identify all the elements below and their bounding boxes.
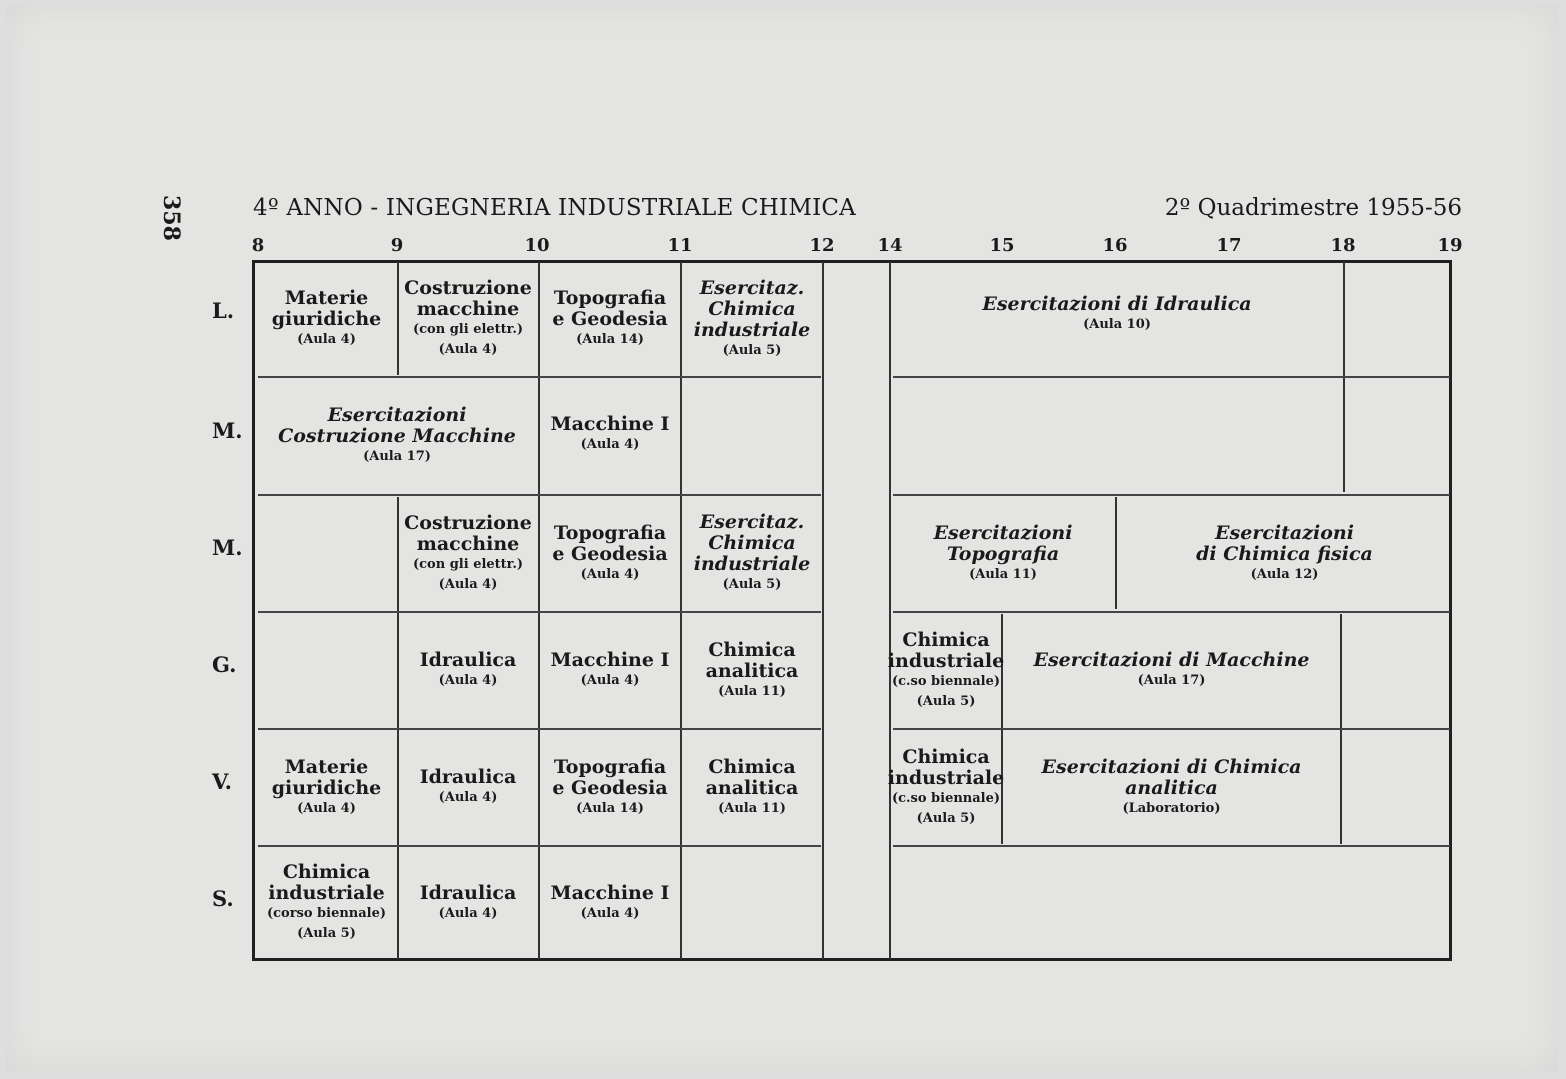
lesson-note: (corso biennale)	[266, 906, 387, 921]
term-label: 2º Quadrimestre 1955-56	[1164, 195, 1462, 221]
grid-line	[893, 845, 1450, 847]
lesson-name: Chimica industriale	[887, 745, 1005, 789]
lesson-name: Macchine I	[550, 649, 670, 671]
lesson-room: (Aula 4)	[297, 800, 356, 816]
lesson-name: Chimica industriale	[268, 861, 385, 904]
lesson-cell	[540, 730, 680, 845]
page-title: 4º ANNO - INGEGNERIA INDUSTRIALE CHIMICA	[253, 195, 856, 221]
hour-label: 8	[251, 235, 265, 256]
lesson-room: (Aula 4)	[580, 566, 640, 582]
lesson-room: (Aula 17)	[363, 448, 431, 464]
lesson-name: Macchine I	[550, 881, 670, 904]
lesson-cell	[540, 377, 680, 491]
lesson-cell	[256, 847, 397, 959]
lesson-cell	[398, 496, 538, 611]
lesson-room: (Aula 5)	[916, 810, 976, 826]
lesson-name: Materie giuridiche	[271, 755, 382, 799]
lesson-room: (Aula 4)	[438, 342, 498, 357]
lesson-cell	[398, 847, 538, 959]
hour-label: 10	[524, 235, 550, 256]
lesson-cell	[1003, 613, 1340, 728]
lesson-room: (Aula 4)	[438, 905, 498, 921]
lesson-cell	[540, 496, 680, 611]
lesson-cell	[891, 496, 1115, 611]
lesson-room: (Aula 5)	[722, 577, 782, 592]
lesson-room: (Aula 11)	[718, 800, 786, 816]
lesson-room: (Aula 17)	[1137, 673, 1206, 688]
lesson-room: (Aula 10)	[1083, 317, 1151, 332]
grid-line	[893, 376, 1450, 378]
lesson-cell	[1003, 730, 1340, 845]
lesson-name: Idraulica	[419, 766, 517, 788]
hour-label: 14	[877, 235, 903, 256]
lesson-name: Chimica analitica	[705, 638, 799, 682]
hour-label: 9	[390, 235, 404, 256]
lesson-name: Macchine I	[550, 412, 670, 435]
lesson-room: (Aula 5)	[297, 926, 356, 941]
lesson-name: Costruzione macchine	[404, 277, 532, 320]
lesson-name: Materie giuridiche	[271, 287, 382, 330]
hour-label: 16	[1102, 235, 1128, 256]
lesson-cell	[398, 262, 538, 376]
day-label-thursday: G.	[212, 652, 237, 677]
lesson-note: (con gli elettr.)	[412, 556, 524, 572]
lesson-cell	[682, 262, 822, 376]
lesson-room: (Aula 5)	[916, 693, 976, 709]
lesson-note: (c.so biennale)	[891, 673, 1001, 689]
day-label-monday: L.	[212, 298, 235, 323]
lesson-name: Topografia e Geodesia	[552, 287, 668, 330]
lesson-room: (Aula 4)	[438, 576, 498, 592]
lesson-name: Esercitazioni Topografia	[933, 521, 1073, 565]
day-label-wednesday: M.	[212, 535, 243, 560]
lesson-name: Esercitazioni Costruzione Macchine	[278, 403, 516, 447]
lesson-cell	[1117, 496, 1452, 611]
lesson-note: (con gli elettr.)	[412, 322, 524, 337]
hour-label: 12	[809, 235, 835, 256]
hour-label: 15	[989, 235, 1015, 256]
page-number: 358	[158, 195, 184, 241]
lesson-name: Esercitazioni di Chimica analitica	[1041, 755, 1302, 799]
lesson-name: Chimica analitica	[705, 755, 799, 799]
grid-line	[822, 262, 824, 959]
lesson-name: Esercitaz. Chimica industriale	[693, 511, 811, 575]
lesson-room: (Laboratorio)	[1122, 800, 1221, 816]
lesson-room: (Aula 4)	[297, 332, 356, 347]
lesson-name: Topografia e Geodesia	[552, 521, 668, 565]
lesson-cell	[682, 613, 822, 728]
day-label-friday: V.	[212, 769, 232, 794]
lesson-room: (Aula 4)	[580, 436, 640, 452]
lesson-name: Esercitaz. Chimica industriale	[693, 276, 811, 341]
lesson-name: Esercitazioni di Chimica fisica	[1196, 521, 1373, 565]
lesson-cell	[682, 730, 822, 845]
lesson-cell	[398, 730, 538, 845]
lesson-cell	[540, 613, 680, 728]
lesson-name: Topografia e Geodesia	[552, 755, 668, 799]
lesson-room: (Aula 4)	[438, 673, 498, 688]
lesson-cell	[682, 496, 822, 611]
lesson-note: (c.so biennale)	[891, 790, 1001, 806]
lesson-room: (Aula 5)	[722, 342, 782, 358]
lesson-room: (Aula 11)	[969, 566, 1037, 582]
lesson-cell	[540, 847, 680, 959]
lesson-name: Esercitazioni di Idraulica	[982, 293, 1252, 315]
hour-label: 17	[1216, 235, 1242, 256]
lesson-room: (Aula 14)	[576, 332, 644, 347]
hour-label: 11	[667, 235, 693, 256]
lesson-cell	[887, 730, 1005, 845]
lesson-cell	[256, 730, 397, 845]
lesson-cell	[540, 262, 680, 376]
lesson-room: (Aula 12)	[1250, 566, 1319, 582]
lesson-name: Costruzione macchine	[404, 511, 532, 555]
lesson-room: (Aula 4)	[438, 790, 498, 805]
day-label-saturday: S.	[212, 886, 234, 911]
lesson-room: (Aula 14)	[576, 800, 644, 816]
lesson-room: (Aula 4)	[580, 673, 640, 688]
lesson-name: Idraulica	[419, 881, 517, 904]
lesson-cell	[256, 377, 538, 494]
lesson-cell	[256, 262, 397, 376]
day-label-tuesday: M.	[212, 418, 243, 443]
hour-label: 18	[1330, 235, 1356, 256]
lesson-room: (Aula 11)	[718, 683, 786, 699]
lesson-room: (Aula 4)	[580, 905, 640, 921]
lesson-cell	[398, 613, 538, 728]
lesson-name: Esercitazioni di Macchine	[1033, 649, 1310, 671]
hour-label: 19	[1437, 235, 1463, 256]
lesson-cell	[887, 613, 1005, 728]
lesson-name: Chimica industriale	[887, 628, 1005, 672]
lesson-cell	[891, 262, 1343, 376]
lesson-name: Idraulica	[419, 649, 517, 671]
